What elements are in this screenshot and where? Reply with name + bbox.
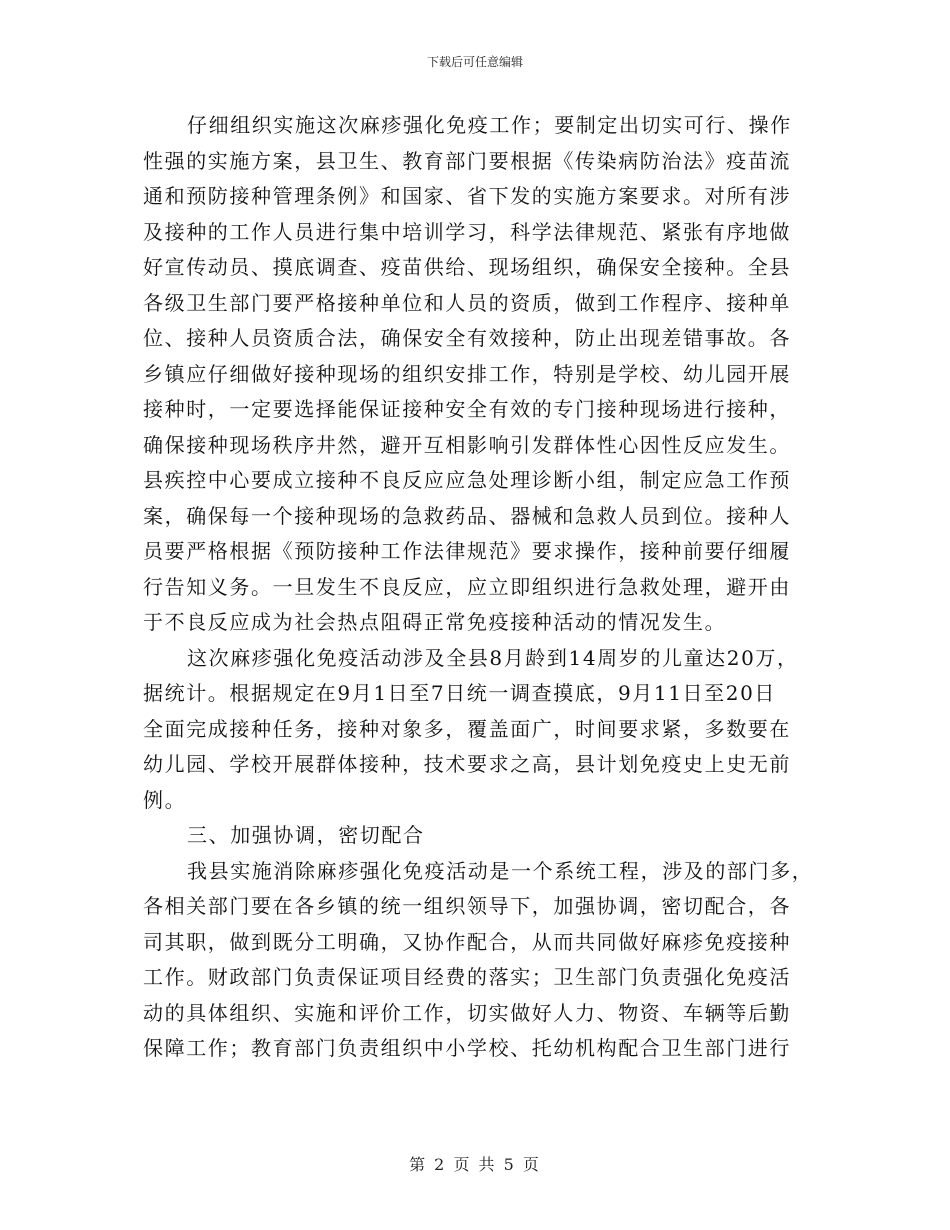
text-line: 工作。财政部门负责保证项目经费的落实；卫生部门负责强化免疫活 bbox=[143, 965, 791, 989]
text-line: 各相关部门要在各乡镇的统一组织领导下，加强协调，密切配合，各 bbox=[143, 894, 791, 918]
text-line: 确保接种现场秩序井然，避开互相影响引发群体性心因性反应发生。 bbox=[143, 432, 791, 457]
text-line: 性强的实施方案，县卫生、教育部门要根据《传染病防治法》疫苗流 bbox=[143, 148, 791, 173]
text-line: 乡镇应仔细做好接种现场的组织安排工作，特别是学校、幼儿园开展 bbox=[143, 361, 791, 386]
page-footer: 第 2 页 共 5 页 bbox=[409, 1155, 541, 1174]
text-line: 我县实施消除麻疹强化免疫活动是一个系统工程，涉及的部门多， bbox=[187, 858, 814, 883]
text-line: 案，确保每一个接种现场的急救药品、器械和急救人员到位。接种人 bbox=[143, 503, 791, 528]
text-line: 于不良反应成为社会热点阻碍正常免疫接种活动的情况发生。 bbox=[143, 610, 727, 634]
text-line: 保障工作；教育部门负责组织中小学校、托幼机构配合卫生部门进行 bbox=[143, 1036, 791, 1060]
text-line: 通和预防接种管理条例》和国家、省下发的实施方案要求。对所有涉 bbox=[143, 184, 791, 208]
text-line: 幼儿园、学校开展群体接种，技术要求之高，县计划免疫史上史无前 bbox=[143, 752, 791, 776]
text-line: 员要严格根据《预防接种工作法律规范》要求操作，接种前要仔细履 bbox=[143, 539, 791, 563]
text-line: 这次麻疹强化免疫活动涉及全县8月龄到14周岁的儿童达20万， bbox=[187, 645, 799, 670]
text-line: 据统计。根据规定在9月1日至7日统一调查摸底，9月11日至20日 bbox=[143, 681, 776, 705]
text-line: 及接种的工作人员进行集中培训学习，科学法律规范、紧张有序地做 bbox=[143, 219, 791, 244]
text-line: 全面完成接种任务，接种对象多，覆盖面广，时间要求紧，多数要在 bbox=[143, 716, 791, 741]
text-line: 位、接种人员资质合法，确保安全有效接种，防止出现差错事故。各 bbox=[143, 326, 791, 350]
section-heading: 三、加强协调，密切配合 bbox=[187, 823, 425, 847]
text-line: 仔细组织实施这次麻疹强化免疫工作；要制定出切实可行、操作 bbox=[187, 113, 792, 137]
text-line: 例。 bbox=[143, 787, 187, 812]
text-line: 各级卫生部门要严格接种单位和人员的资质，做到工作程序、接种单 bbox=[143, 290, 791, 315]
text-line: 司其职，做到既分工明确，又协作配合，从而共同做好麻疹免疫接种 bbox=[143, 929, 791, 954]
body-text bbox=[143, 108, 815, 1067]
text-line: 县疾控中心要成立接种不良反应应急处理诊断小组，制定应急工作预 bbox=[143, 468, 791, 492]
text-line: 行告知义务。一旦发生不良反应，应立即组织进行急救处理，避开由 bbox=[143, 574, 791, 599]
text-line: 动的具体组织、实施和评价工作，切实做好人力、物资、车辆等后勤 bbox=[143, 1000, 791, 1025]
page-header: 下载后可任意编辑 bbox=[426, 55, 523, 69]
text-line: 好宣传动员、摸底调查、疫苗供给、现场组织，确保安全接种。全县 bbox=[143, 255, 791, 279]
text-line: 接种时，一定要选择能保证接种安全有效的专门接种现场进行接种， bbox=[143, 397, 791, 421]
